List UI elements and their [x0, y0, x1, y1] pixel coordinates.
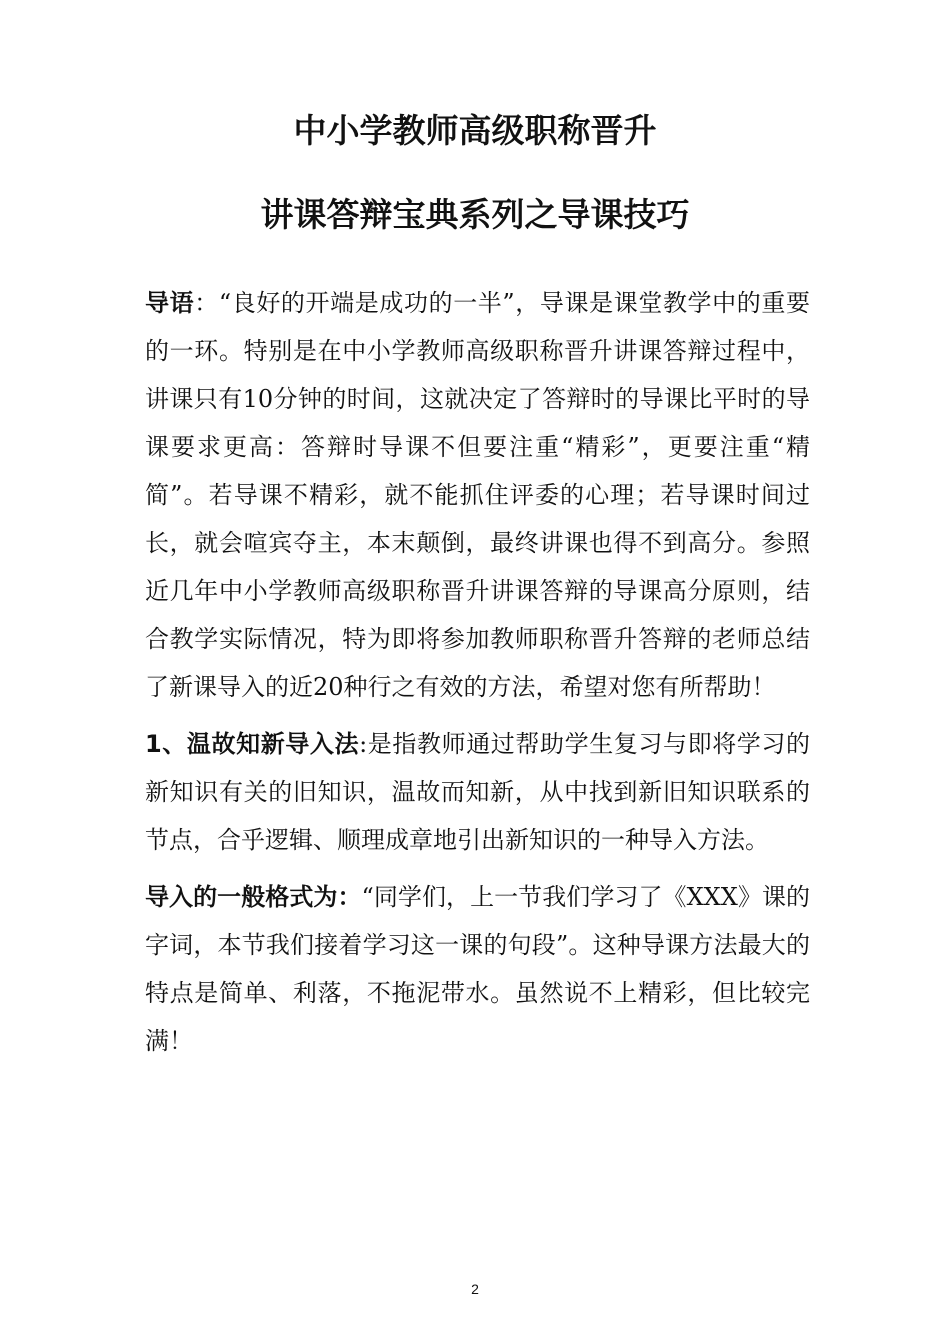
page-number: 2	[471, 1281, 479, 1297]
method-1-paragraph	[145, 720, 810, 864]
intro-text: ：“良好的开端是成功的一半”，导课是课堂教学中的重要的一环。特别是在中小学教师高级职称晋升讲课答辩过程中，讲课只有10分钟的时间，这就决定了答辩时的导课比平时的导课要求更高：答辩时导课不但要注重“精彩”，更要注重“精简”。若导课不精彩，就不能抓住评委的心理；若导课时间过长，就会喧宾夺主，本末颠倒，最终讲课也得不到高分。参照近几年中小学教师高级职称晋升讲课答辩的导课高分原则，结合教学实际情况，特为即将参加教师职称晋升答辩的老师总结了新课导入的近20种行之有效的方法，希望对您有所帮助！	[145, 289, 810, 701]
format-paragraph	[145, 873, 810, 1065]
method-1-text: :是指教师通过帮助学生复习与即将学习的新知识有关的旧知识，温故而知新，从中找到新旧知识联系的节点，合乎逻辑、顺理成章地引出新知识的一种导入方法。	[145, 730, 810, 854]
method-1-lead: 1、温故知新导入法	[145, 730, 360, 758]
intro-paragraph	[145, 279, 810, 711]
document-body	[145, 279, 810, 1065]
intro-lead: 导语	[145, 289, 195, 317]
format-text: “同学们，上一节我们学习了《XXX》课的字词，本节我们接着学习这一课的句段”。这种导课方法最大的特点是简单、利落，不拖泥带水。虽然说不上精彩，但比较完满！	[145, 883, 811, 1055]
document-title-line-1: 中小学教师高级职称晋升	[293, 111, 657, 150]
document-title-line-2: 讲课答辩宝典系列之导课技巧	[260, 195, 690, 234]
format-lead: 导入的一般格式为：	[145, 883, 362, 911]
